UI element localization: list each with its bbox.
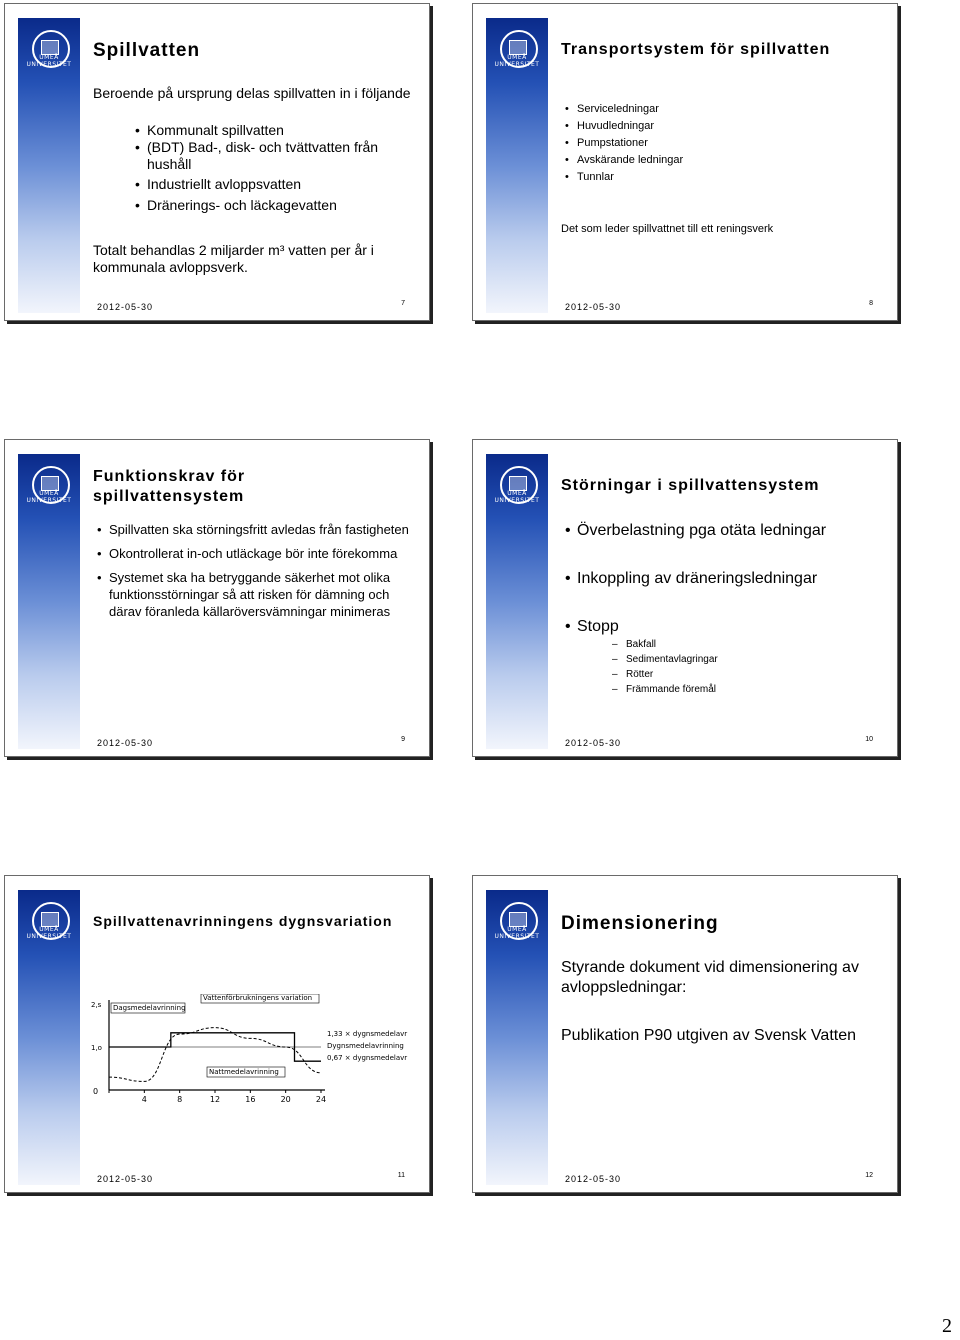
slide-12 — [472, 875, 898, 1193]
list-item: • Huvudledningar — [563, 118, 683, 135]
list-item-detail: • (BDT) Bad-, disk- och tvättvatten från hushåll — [133, 139, 413, 173]
logo-text: UMEÅ UNIVERSITET — [494, 54, 540, 68]
list-item: • Spillvatten ska störningsfritt avledas från fastigheten — [95, 521, 410, 538]
list-item-label: Stopp — [577, 618, 619, 635]
slide-9 — [4, 439, 430, 757]
slide-date: 2012-05-30 — [565, 738, 622, 748]
total-text: Totalt behandlas 2 miljarder m³ vatten per år i kommunala avloppsverk. — [93, 242, 374, 275]
slide-8 — [472, 3, 898, 321]
list-item: • Kommunalt spillvatten — [133, 122, 413, 139]
slide-number: 11 — [397, 1172, 405, 1179]
slide-11 — [4, 875, 430, 1193]
slide-title: Funktionskrav för spillvattensystem — [93, 468, 246, 505]
sub-list — [612, 637, 826, 697]
slide-date: 2012-05-30 — [97, 738, 154, 748]
university-strip — [18, 18, 80, 313]
slide-number: 8 — [869, 300, 873, 307]
list-item: • Industriellt avloppsvatten — [133, 176, 413, 193]
list-item — [563, 617, 826, 697]
origin-label: 0 — [93, 1087, 99, 1096]
university-strip — [486, 890, 548, 1185]
x-tick-label: 12 — [209, 1095, 221, 1104]
annotation-label: 1,33 × dygnsmedelavr — [327, 1030, 408, 1038]
list-item: • Dränerings- och läckagevatten — [133, 197, 413, 214]
y-tick-label: 2,s — [91, 1001, 102, 1009]
y-tick-label: 1,o — [91, 1044, 102, 1052]
slide-10 — [472, 439, 898, 757]
note-text: Det som leder spillvattnet till ett reningsverk — [561, 223, 774, 235]
x-tick-label: 8 — [177, 1095, 183, 1104]
slide-date: 2012-05-30 — [97, 302, 154, 312]
slide-date: 2012-05-30 — [565, 1174, 622, 1184]
slide-title: Spillvatten — [93, 40, 201, 61]
chart-annotations — [111, 994, 407, 1077]
slide-number: 10 — [865, 736, 873, 743]
logo-text: UMEÅ UNIVERSITET — [26, 926, 72, 940]
university-strip — [486, 18, 548, 313]
x-tick-label: 24 — [315, 1095, 327, 1104]
logo-text: UMEÅ UNIVERSITET — [26, 54, 72, 68]
list-item: • Överbelastning pga otäta ledningar — [563, 521, 826, 541]
annotation-label: Dygnsmedelavrinning — [327, 1042, 404, 1050]
chart-ticks — [91, 1001, 326, 1104]
slide-date: 2012-05-30 — [97, 1174, 154, 1184]
logo-text: UMEÅ UNIVERSITET — [494, 490, 540, 504]
sub-list-item: – Främmande föremål — [612, 682, 826, 697]
slide-number: 9 — [401, 736, 405, 743]
sub-list-item: – Bakfall — [612, 637, 826, 652]
slide-7 — [4, 3, 430, 321]
x-tick-label: 16 — [245, 1095, 256, 1104]
bullet-list — [563, 101, 683, 186]
paragraph: Publikation P90 utgiven av Svensk Vatten — [561, 1027, 856, 1044]
sub-list-item: – Sedimentavlagringar — [612, 652, 826, 667]
slide-title: Transportsystem för spillvatten — [561, 41, 831, 58]
logo-text: UMEÅ UNIVERSITET — [494, 926, 540, 940]
bullet-list — [563, 521, 826, 697]
slide-number: 7 — [401, 300, 405, 307]
paragraph: Styrande dokument vid dimensionering av avloppsledningar: — [561, 959, 859, 996]
list-item: • Okontrollerat in-och utläckage bör inte förekomma — [95, 545, 410, 562]
annotation-label: Dagsmedelavrinning — [113, 1004, 186, 1012]
list-item: • Inkoppling av dräneringsledningar — [563, 569, 826, 589]
bullet-list — [133, 122, 413, 214]
university-strip — [18, 890, 80, 1185]
list-item: • Tunnlar — [563, 169, 683, 186]
slide-title: Spillvattenavrinningens dygnsvariation — [93, 913, 393, 929]
university-strip — [486, 454, 548, 749]
slide-title: Dimensionering — [561, 913, 719, 934]
slide-title: Störningar i spillvattensystem — [561, 477, 820, 494]
annotation-label: 0,67 × dygnsmedelavr — [327, 1054, 408, 1062]
slide-number: 12 — [865, 1172, 873, 1179]
annotation-label: Vattenförbrukningens variation — [203, 994, 313, 1002]
intro-text: Beroende på ursprung delas spillvatten in i följande — [93, 85, 411, 101]
list-item: • Serviceledningar — [563, 101, 683, 118]
slide-date: 2012-05-30 — [565, 302, 622, 312]
sub-list-item: – Rötter — [612, 667, 826, 682]
x-tick-label: 4 — [141, 1095, 147, 1104]
logo-text: UMEÅ UNIVERSITET — [26, 490, 72, 504]
list-item: • Pumpstationer — [563, 135, 683, 152]
daily-variation-chart — [91, 994, 411, 1114]
bullet-list — [95, 521, 410, 620]
university-strip — [18, 454, 80, 749]
chart-axes — [109, 1000, 325, 1090]
list-item: • Systemet ska ha betryggande säkerhet mot olika funktionsstörningar så att risken för dämning och därav föranleda källaröversvämningar minimeras — [95, 569, 410, 620]
list-item: • Avskärande ledningar — [563, 152, 683, 169]
annotation-label: Nattmedelavrinning — [209, 1068, 279, 1076]
page-number: 2 — [942, 1315, 952, 1337]
x-tick-label: 20 — [280, 1095, 291, 1104]
